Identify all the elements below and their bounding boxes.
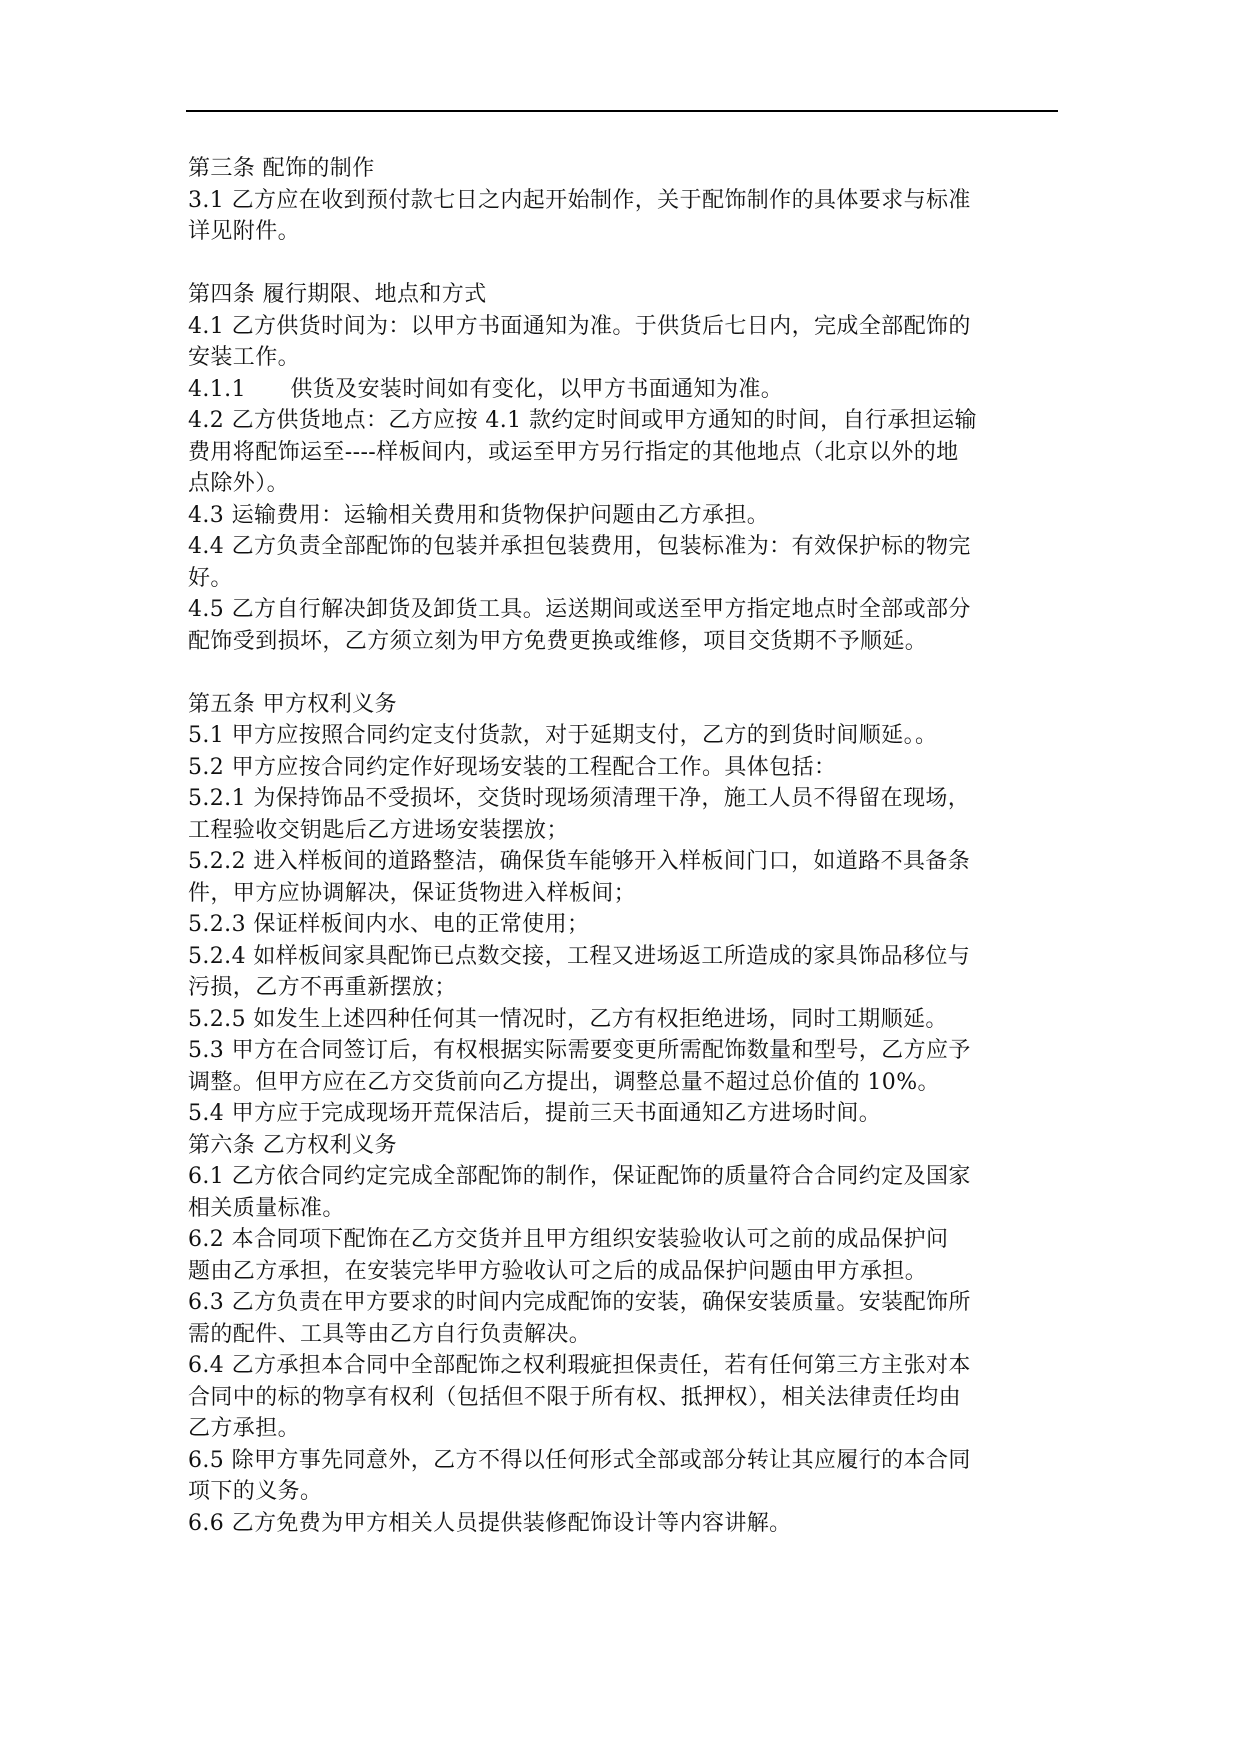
clause-line: 6.2 本合同项下配饰在乙方交货并且甲方组织安装验收认可之前的成品保护问: [188, 1227, 949, 1252]
clause-line: 需的配件、工具等由乙方自行负责解决。: [188, 1321, 592, 1347]
clause-line: 件，甲方应协调解决，保证货物进入样板间；: [188, 880, 637, 906]
section-heading-6: 第六条 乙方权利义务: [188, 1132, 397, 1158]
section-heading-4: 第四条 履行期限、地点和方式: [188, 282, 487, 307]
clause-line: 6.4 乙方承担本合同中全部配饰之权利瑕疵担保责任，若有任何第三方主张对本: [188, 1353, 971, 1378]
clause-line: 5.4 甲方应于完成现场开荒保洁后，提前三天书面通知乙方进场时间。: [188, 1101, 882, 1126]
clause-line: 合同中的标的物享有权利（包括但不限于所有权、抵押权），相关法律责任均由: [188, 1384, 962, 1410]
section-spacer: [188, 248, 1060, 280]
clause-line: 污损，乙方不再重新摆放；: [188, 975, 457, 1000]
clause-line: 6.5 除甲方事先同意外，乙方不得以任何形式全部或部分转让其应履行的本合同: [188, 1447, 971, 1473]
clause-line: 费用将配饰运至----样板间内，或运至甲方另行指定的其他地点（北京以外的地: [188, 439, 959, 465]
clause-line: 调整。但甲方应在乙方交货前向乙方提出，调整总量不超过总价值的 10%。: [188, 1069, 940, 1095]
clause-line: 5.2.5 如发生上述四种任何其一情况时，乙方有权拒绝进场，同时工期顺延。: [188, 1006, 948, 1032]
clause-line: 配饰受到损坏，乙方须立刻为甲方免费更换或维修，项目交货期不予顺延。: [188, 628, 928, 654]
clause-line: 5.2.3 保证样板间内水、电的正常使用；: [188, 912, 590, 937]
section-heading-3: 第三条 配饰的制作: [188, 156, 375, 181]
clause-line: 4.4 乙方负责全部配饰的包装并承担包装费用，包装标准为：有效保护标的物完: [188, 534, 971, 559]
section-spacer: [188, 657, 1060, 689]
clause-line: 好。: [188, 565, 233, 591]
clause-line: 3.1 乙方应在收到预付款七日之内起开始制作，关于配饰制作的具体要求与标准: [188, 187, 971, 213]
clause-line: 乙方承担。: [188, 1416, 301, 1441]
clause-line: 4.5 乙方自行解决卸货及卸货工具。运送期间或送至甲方指定地点时全部或部分: [188, 597, 971, 622]
clause-line: 5.3 甲方在合同签订后，有权根据实际需要变更所需配饰数量和型号，乙方应予: [188, 1038, 971, 1063]
clause-line: 相关质量标准。: [188, 1195, 345, 1221]
clause-line: 点除外）。: [188, 471, 290, 496]
clause-line: 4.1.1 供货及安装时间如有变化，以甲方书面通知为准。: [188, 376, 784, 402]
clause-line: 题由乙方承担，在安装完毕甲方验收认可之后的成品保护问题由甲方承担。: [188, 1258, 928, 1284]
clause-line: 6.6 乙方免费为甲方相关人员提供装修配饰设计等内容讲解。: [188, 1510, 792, 1536]
clause-line: 4.3 运输费用：运输相关费用和货物保护问题由乙方承担。: [188, 502, 770, 528]
clause-line: 工程验收交钥匙后乙方进场安装摆放；: [188, 817, 569, 843]
clause-line: 5.2.1 为保持饰品不受损坏，交货时现场须清理干净，施工人员不得留在现场，: [188, 786, 971, 811]
contract-body: [188, 153, 1060, 1539]
clause-line: 5.2.2 进入样板间的道路整洁，确保货车能够开入样板间门口，如道路不具备条: [188, 849, 971, 874]
clause-line: 6.3 乙方负责在甲方要求的时间内完成配饰的安装，确保安装质量。安装配饰所: [188, 1290, 971, 1315]
clause-line: 安装工作。: [188, 345, 301, 370]
clause-line: 5.2.4 如样板间家具配饰已点数交接，工程又进场返工所造成的家具饰品移位与: [188, 943, 971, 969]
clause-line: 项下的义务。: [188, 1479, 323, 1504]
clause-line: 详见附件。: [188, 219, 301, 244]
section-heading-5: 第五条 甲方权利义务: [188, 691, 397, 717]
clause-line: 6.1 乙方依合同约定完成全部配饰的制作，保证配饰的质量符合合同约定及国家: [188, 1164, 971, 1189]
clause-line: 5.2 甲方应按合同约定作好现场安装的工程配合工作。具体包括：: [188, 754, 837, 780]
clause-line: 5.1 甲方应按照合同约定支付货款，对于延期支付，乙方的到货时间顺延。。: [188, 723, 938, 748]
clause-line: 4.2 乙方供货地点：乙方应按 4.1 款约定时间或甲方通知的时间，自行承担运输: [188, 408, 977, 433]
clause-line: 4.1 乙方供货时间为：以甲方书面通知为准。于供货后七日内，完成全部配饰的: [188, 313, 971, 339]
header-rule: [186, 110, 1058, 112]
